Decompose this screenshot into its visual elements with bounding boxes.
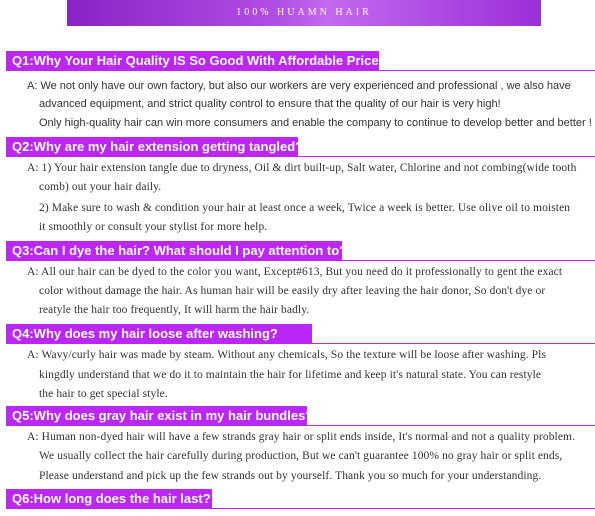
faq-answer-3-line-1: A: All our hair can be dyed to the color you want, Except#613, But you need do it professionally to gent the exact: [27, 266, 563, 278]
faq-answer-2-line-4: it smoothly or consult your stylist for more help.: [39, 221, 268, 233]
faq-answer-5-line-3: Please understand and pick up the few strands out by yourself. Thank you so much for your understanding.: [39, 470, 542, 482]
faq-answer-1-line-3: Only high-quality hair can win more consumers and enable the company to continue to develop better and better !: [39, 117, 592, 129]
faq-answer-5-line-1: A: Human non-dyed hair will have a few strands gray hair or split ends inside, It's normal and not a quality problem.: [27, 431, 576, 443]
faq-answer-2-line-1: A: 1) Your hair extension tangle due to dryness, Oil & dirt built-up, Salt water, Chlorine and not combing(wide tooth: [27, 162, 577, 174]
faq-question-4: Q4:Why does my hair loose after washing?: [6, 324, 312, 344]
banner: [67, 0, 541, 26]
faq-answer-3-line-3: reatyle the hair too frequently, It will harm the hair badly.: [39, 304, 310, 316]
faq-divider-3: [6, 260, 595, 261]
faq-divider-5: [6, 425, 595, 426]
faq-question-1: Q1:Why Your Hair Quality IS So Good With Affordable Price?: [6, 51, 379, 71]
faq-divider-4: [6, 343, 595, 344]
faq-answer-2-line-3: 2) Make sure to wash & condition your hair at least once a week, Twice a week is better. Use olive oil to moisten: [39, 202, 571, 214]
faq-answer-4-line-3: the hair to get special style.: [39, 388, 168, 400]
faq-divider-2: [6, 156, 595, 157]
faq-answer-2-line-2: comb) out your hair daily.: [39, 181, 162, 193]
faq-answer-4-line-2: kingdly understand that we do it to maintain the hair for lifetime and keep it's natural state. You can restyle: [39, 369, 542, 381]
banner-text: 100% HUAMN HAIR: [236, 7, 372, 18]
faq-answer-1-line-2: advanced equipment, and strict quality control to ensure that the quality of our hair is very high!: [39, 98, 501, 110]
faq-question-3: Q3:Can I dye the hair? What should I pay attention to?: [6, 241, 342, 261]
faq-divider-6: [6, 508, 595, 509]
faq-divider-1: [6, 70, 595, 71]
faq-question-6: Q6:How long does the hair last?: [6, 489, 212, 509]
faq-answer-4-line-1: A: Wavy/curly hair was made by steam. Without any chemicals, So the texture will be loose after washing. Pls: [27, 349, 547, 361]
faq-answer-3-line-2: color without damage the hair. As human hair will be easily dry after leaving the hair donor, So don't dye or: [39, 285, 546, 297]
faq-question-5: Q5:Why does gray hair exist in my hair bundles?: [6, 406, 307, 426]
faq-question-2: Q2:Why are my hair extension getting tangled?: [6, 137, 298, 157]
faq-answer-1-line-1: A: We not only have our own factory, but also our workers are very experienced and professional , we also have: [27, 80, 571, 92]
faq-answer-5-line-2: We usually collect the hair carefully during production, But we can't guarantee 100% no gray hair or split ends,: [39, 450, 563, 462]
